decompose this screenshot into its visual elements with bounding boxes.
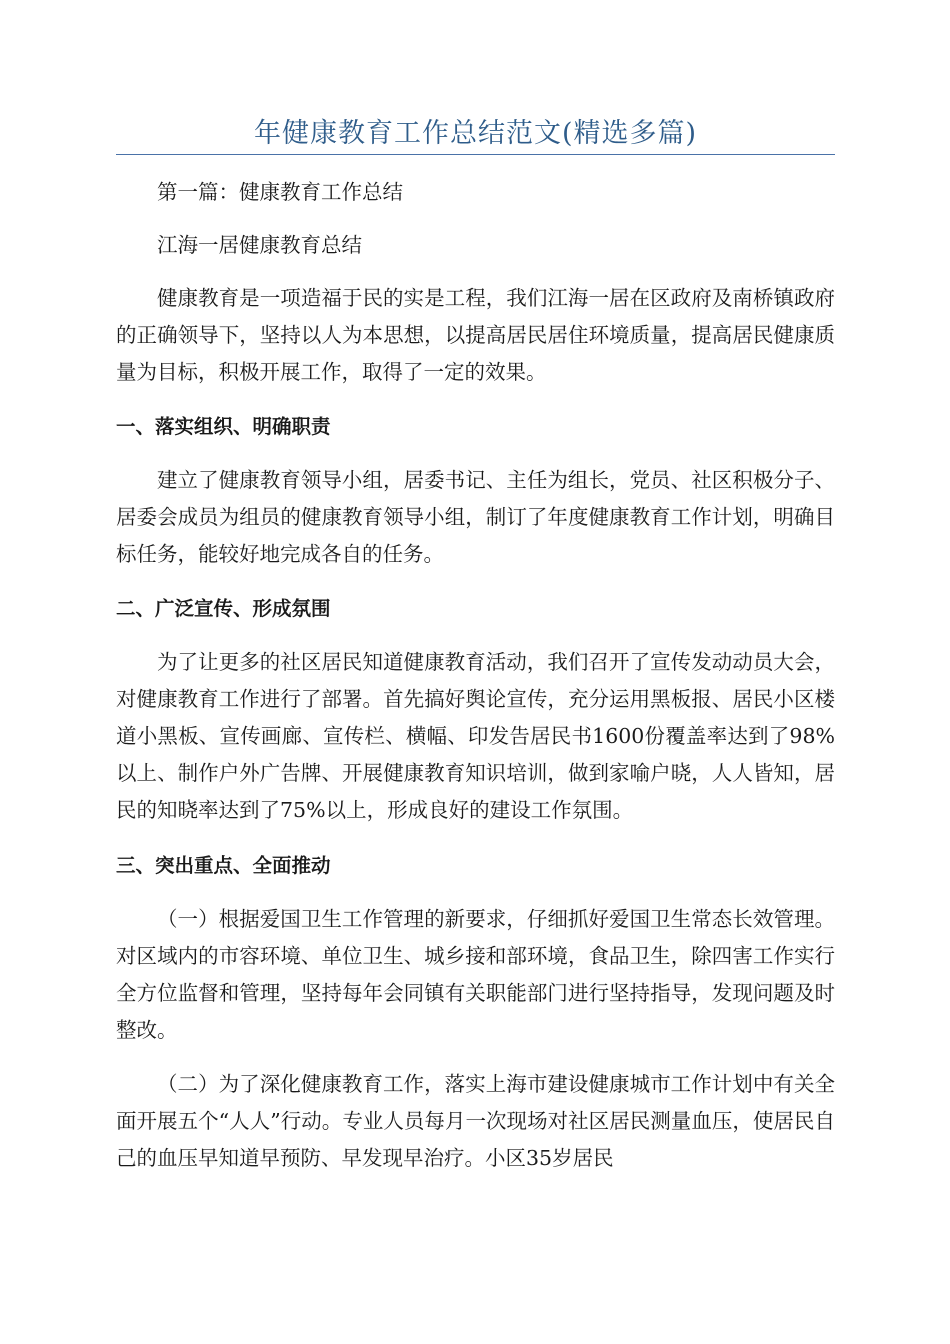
section-3-paragraph-2: （二）为了深化健康教育工作，落实上海市建设健康城市工作计划中有关全面开展五个“人人”行动。专业人员每月一次现场对社区居民测量血压，使居民自己的血压早知道早预防、早发现早治疗。小区35岁居民 xyxy=(116,1072,835,1170)
document-title: 年健康教育工作总结范文(精选多篇) xyxy=(253,118,698,149)
part-heading: 第一篇：健康教育工作总结 xyxy=(157,180,403,204)
section-1-paragraph-1: 建立了健康教育领导小组，居委书记、主任为组长，党员、社区积极分子、居委会成员为组员的健康教育领导小组，制订了年度健康教育工作计划，明确目标任务，能较好地完成各自的任务。 xyxy=(116,468,835,566)
section-heading-3: 三、突出重点、全面推动 xyxy=(116,854,331,877)
intro-paragraph: 健康教育是一项造福于民的实是工程，我们江海一居在区政府及南桥镇政府的正确领导下，坚持以人为本思想，以提高居民居住环境质量，提高居民健康质量为目标，积极开展工作，取得了一定的效果。 xyxy=(116,286,835,384)
document-body xyxy=(116,174,835,1177)
section-heading-2: 二、广泛宣传、形成氛围 xyxy=(116,597,331,620)
section-3-paragraph-1: （一）根据爱国卫生工作管理的新要求，仔细抓好爱国卫生常态长效管理。对区域内的市容环境、单位卫生、城乡接和部环境，食品卫生，除四害工作实行全方位监督和管理，坚持每年会同镇有关职能部门进行坚持指导，发现问题及时整改。 xyxy=(116,907,835,1042)
section-heading-1: 一、落实组织、明确职责 xyxy=(116,415,331,438)
title-underline xyxy=(116,154,835,155)
section-2-paragraph-1: 为了让更多的社区居民知道健康教育活动，我们召开了宣传发动动员大会，对健康教育工作进行了部署。首先搞好舆论宣传，充分运用黑板报、居民小区楼道小黑板、宣传画廊、宣传栏、横幅、印发告居民书1600份覆盖率达到了98%以上、制作户外广告牌、开展健康教育知识培训，做到家喻户晓，人人皆知，居民的知晓率达到了75%以上，形成良好的建设工作氛围。 xyxy=(116,650,835,822)
subtitle: 江海一居健康教育总结 xyxy=(157,233,362,257)
